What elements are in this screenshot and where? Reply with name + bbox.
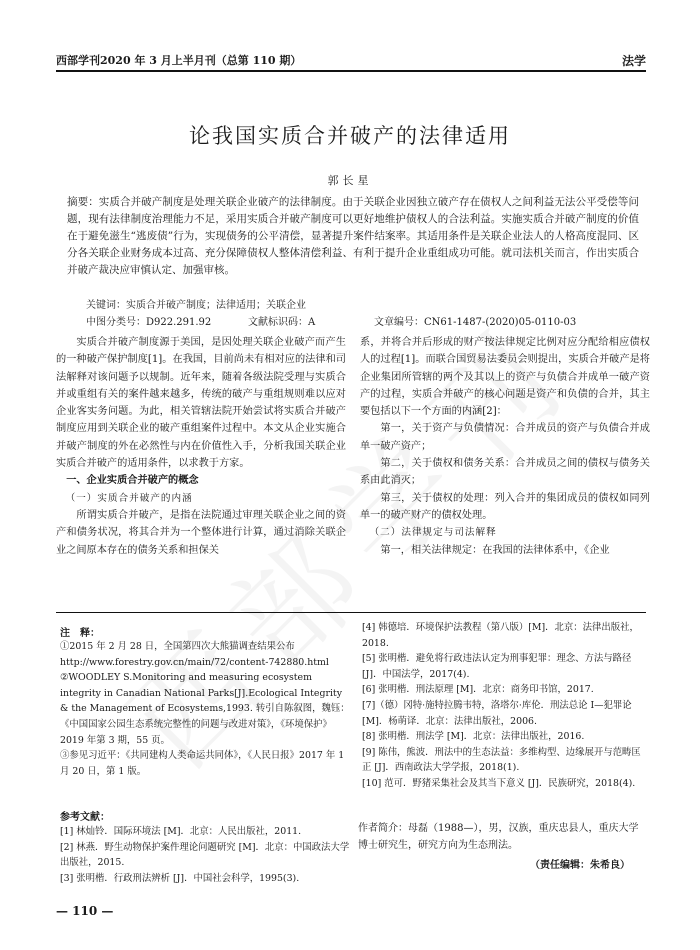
reference-item: [6] 张明楷．刑法原理 [M]．北京：商务印书馆，2017. bbox=[362, 684, 594, 696]
document-code: 文献标识码：A bbox=[248, 317, 316, 328]
reference-item: [8] 张明楷．刑法学 [M]．北京：法律出版社，2016. bbox=[362, 731, 585, 743]
reference-item: [4] 韩德培．环境保护法教程（第八版）[M]．北京：法律出版社，2018. bbox=[362, 622, 639, 649]
body-paragraph: 第二，关于债权和债务关系：合并成员之间的债权与债务关系由此消灭； bbox=[360, 458, 650, 487]
page-number: — 110 — bbox=[56, 904, 114, 918]
references-list-continued bbox=[362, 620, 646, 792]
header-rule bbox=[56, 70, 646, 72]
notes-heading: 注 释： bbox=[60, 628, 100, 639]
author-bio: 作者简介：母磊（1988—），男，汉族，重庆忠县人，重庆大学博士研究生，研究方向为生态刑法。 bbox=[358, 823, 639, 851]
keywords: 关键词：实质合并破产制度；法律适用；关联企业 bbox=[86, 300, 306, 311]
body-paragraph: 系，并将合并后形成的财产按法律规定比例对应分配给相应债权人的过程[1]。而联合国贸易法委员会则提出，实质合并破产是将企业集团所管辖的两个及其以上的资产与负债合并成单一破产资产的过程，实质合并破产的核心问题是资产和负债的合并，其主要包括以下一个方面的内涵[2]： bbox=[360, 337, 650, 418]
reference-item: [1] 林灿铃．国际环境法 [M]．北京：人民出版社，2011. bbox=[60, 826, 302, 837]
responsible-editor: （责任编辑：朱希良） bbox=[530, 860, 630, 871]
reference-item: [3] 张明楷．行政刑法辨析 [J]．中国社会科学，1995(3). bbox=[60, 872, 300, 884]
body-paragraph: 所谓实质合并破产，是指在法院通过审理关联企业之间的资产和债务状况，将其合并为一个整体进行计算，通过消除关联企业之间原本存在的债务关系和担保关 bbox=[56, 509, 346, 556]
footnote-rule bbox=[56, 612, 646, 613]
journal-issue: 西部学刊2020 年 3 月上半月刊（总第 110 期） bbox=[56, 54, 302, 67]
abstract: 摘要：实质合并破产制度是处理关联企业破产的法律制度。由于关联企业因独立破产存在债权人之间利益无法公平受偿等问题，现有法律制度治理能力不足，采用实质合并破产制度可以更好地维护债权人的合法利益。实施实质合并破产制度的价值在于避免滋生“逃废债”行为，实现债务的公平清偿，显著提升案件结案率。其适用条件是关联企业法人的人格高度混同、区分各关联企业财务成本过高、充分保障债权人整体清偿利益、有利于提升企业重组成功可能。就司法机关而言，作出实质合并破产裁决应审慎认定、加强审核。 bbox=[67, 196, 639, 276]
running-header bbox=[56, 52, 646, 68]
body-paragraph: 第一，相关法律规定：在我国的法律体系中，《企业 bbox=[380, 544, 610, 556]
article-title: 论我国实质合并破产的法律适用 bbox=[189, 124, 511, 148]
reference-item: [5] 张明楷．避免将行政违法认定为刑事犯罪：理念、方法与路径 [J]．中国法学，2017(4). bbox=[362, 653, 632, 680]
footnote-item: ②WOODLEY S.Monitoring and measuring ecosystem integrity in Canadian National Parks[J].Ecological Integrity & the Management of Ecosystems,1993. 转引自陈叙图，魏钰：《中国国家公园生态系统完整性的问题与改进对策》，《环境保护》2019 年第 3 期，55 页。 bbox=[60, 672, 350, 746]
body-paragraph: 实质合并破产制度源于美国，是因处理关联企业破产而产生的一种破产保护制度[1]。在我国，目前尚未有相对应的法律和司法解释对该问题予以规制。近年来，随着各级法院受理与实质合并或重组有关的案件越来越多，传统的破产与重组规则难以应对企业客实务问题。为此，相关管辖法院开始尝试将实质合并破产制度应用到关联企业的破产重组案件过程中。本文从企业实施合并破产制度的外在必然性与内在价值性入手，分析我国关联企业实质合并破产的适用条件，以求教于方家。 bbox=[56, 337, 346, 470]
body-paragraph: 第一，关于资产与负债情况：合并成员的资产与负债合并成单一破产资产； bbox=[360, 423, 650, 452]
reference-item: [9] 陈伟，熊波．刑法中的生态法益：多维构型、边缘展开与范畴匡正 [J]．西南政法大学学报，2018(1). bbox=[362, 746, 641, 774]
section-heading: （一）实质合并破产的内涵 bbox=[65, 492, 193, 504]
body-paragraph: 第三，关于债权的处理：列入合并的集团成员的债权如同列单一的破产财产的债权处理。 bbox=[360, 492, 650, 521]
section-heading: 一、企业实质合并破产的概念 bbox=[66, 474, 199, 487]
references-heading: 参考文献： bbox=[60, 812, 110, 823]
body-column-right bbox=[360, 334, 650, 559]
classification-code: 中图分类号：D922.291.92 bbox=[86, 317, 212, 328]
body-column-left bbox=[56, 334, 346, 559]
section-heading: （二）法律规定与司法解释 bbox=[369, 527, 497, 539]
author-name: 郭长星 bbox=[327, 174, 373, 187]
notes-list bbox=[60, 639, 350, 779]
section-label: 法学 bbox=[621, 54, 646, 68]
reference-item: [7]（德）冈特·施特拉腾韦特，洛塔尔·库伦．刑法总论 I—犯罪论 [M]．杨萌译．北京：法律出版社，2006. bbox=[362, 699, 632, 727]
footnote-item: ③参见习近平：《共同建构人类命运共同体》，《人民日报》2017 年 1 月 20 日，第 1 版。 bbox=[60, 750, 345, 777]
reference-item: [2] 林燕．野生动物保护案件理论问题研究 [M]．北京：中国政法大学出版社，2015. bbox=[60, 841, 350, 869]
reference-item: [10] 范可．野猪采集社会及其当下意义 [J]．民族研究，2018(4). bbox=[362, 777, 636, 789]
references-list bbox=[60, 824, 350, 886]
footnote-item: ①2015 年 2 月 28 日，全国第四次大熊猫调查结果公布 http://www.forestry.gov.cn/main/72/content-742880.html bbox=[60, 641, 329, 668]
article-number: 文章编号：CN61-1487-(2020)05-0110-03 bbox=[374, 317, 577, 328]
